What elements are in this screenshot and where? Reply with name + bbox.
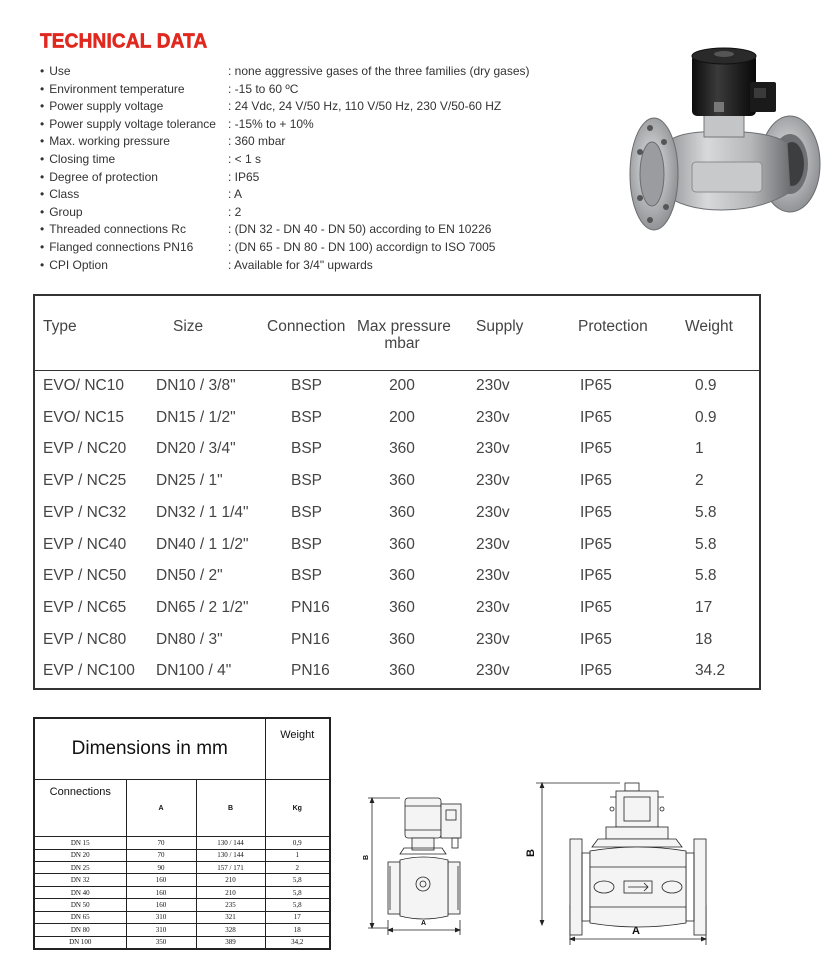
cell-weight-kg: 1 xyxy=(265,849,329,861)
col-a-header: A xyxy=(126,780,196,837)
cell-size: DN10 / 3/8" xyxy=(156,377,236,394)
spec-item xyxy=(40,221,530,239)
header-weight: Weight xyxy=(685,318,733,335)
flanged-label-b: B xyxy=(525,849,537,857)
cell-supply: 230v xyxy=(476,472,510,490)
cell-dim-a: 90 xyxy=(126,862,196,874)
spec-value: : (DN 65 - DN 80 - DN 100) accordign to ISO 7005 xyxy=(228,239,496,254)
table-row xyxy=(35,911,330,923)
cell-weight-kg: 5,8 xyxy=(265,886,329,898)
threaded-label-b: B xyxy=(363,854,370,860)
threaded-valve-svg xyxy=(360,770,485,940)
cell-dim-b: 328 xyxy=(196,924,265,936)
cell-type: EVO/ NC10 xyxy=(43,377,124,394)
cell-connection: PN16 xyxy=(291,662,330,680)
header-max-pressure-label: Max pressure xyxy=(357,318,451,335)
spec-key: • Group xyxy=(40,204,228,222)
cell-dim-a: 160 xyxy=(126,874,196,886)
cell-dim-b: 130 / 144 xyxy=(196,837,265,849)
cell-connection: BSP xyxy=(291,472,323,490)
dimensions-title: Dimensions in mm xyxy=(35,719,266,780)
cell-protection: IP65 xyxy=(580,408,612,426)
cell-type: EVP / NC80 xyxy=(43,630,127,648)
cell-size: DN40 / 1 1/2" xyxy=(156,535,249,553)
connections-header: Connections xyxy=(35,780,127,837)
cell-type: EVP / NC32 xyxy=(43,503,127,521)
cell-dim-b: 235 xyxy=(196,899,265,911)
cell-connection: PN16 xyxy=(291,630,330,648)
cell-dim-a: 310 xyxy=(126,911,196,923)
table-row xyxy=(35,662,759,694)
spec-value: : < 1 s xyxy=(228,151,262,166)
spec-item xyxy=(40,204,530,222)
table-row xyxy=(35,472,759,504)
table-row xyxy=(35,924,330,936)
cell-weight: 2 xyxy=(695,472,704,490)
cell-size: DN100 / 4" xyxy=(156,662,232,680)
cell-type: EVO/ NC15 xyxy=(43,408,124,426)
cell-connection: BSP xyxy=(291,535,323,553)
header-max-pressure xyxy=(357,318,451,352)
col-kg-header: Kg xyxy=(265,780,329,837)
table-row xyxy=(35,567,759,599)
spec-key: • Degree of protection xyxy=(40,169,228,187)
gas-solenoid-valve-photo xyxy=(622,42,828,248)
cell-max-pressure: 360 xyxy=(389,472,415,490)
cell-supply: 230v xyxy=(476,630,510,648)
cell-weight-kg: 34,2 xyxy=(265,936,329,949)
spec-key: • Use xyxy=(40,63,228,81)
table-row xyxy=(35,874,330,886)
cell-supply: 230v xyxy=(476,408,510,426)
cell-size: DN65 / 2 1/2" xyxy=(156,598,249,616)
cell-connection: DN 100 xyxy=(35,936,127,949)
cell-protection: IP65 xyxy=(580,662,612,680)
cell-dim-b: 389 xyxy=(196,936,265,949)
table-row xyxy=(35,504,759,536)
page-title: TECHNICAL DATA xyxy=(40,30,208,53)
cell-connection: DN 80 xyxy=(35,924,127,936)
header-size: Size xyxy=(173,318,204,335)
cell-size: DN32 / 1 1/4" xyxy=(156,503,249,521)
table-row xyxy=(35,849,330,861)
spec-value: : none aggressive gases of the three families (dry gases) xyxy=(228,64,530,78)
spec-value: : -15 to 60 ºC xyxy=(228,81,299,96)
cell-weight: 0.9 xyxy=(695,408,717,426)
spec-list xyxy=(40,63,530,274)
cell-weight: 0.9 xyxy=(695,377,717,394)
cell-protection: IP65 xyxy=(580,377,612,394)
table-row xyxy=(35,899,330,911)
cell-max-pressure: 360 xyxy=(389,503,415,521)
flanged-valve-svg xyxy=(520,775,730,950)
spec-value: : 2 xyxy=(228,204,242,219)
spec-key: • Class xyxy=(40,186,228,204)
table-row xyxy=(35,862,330,874)
spec-value: : -15% to + 10% xyxy=(228,116,314,131)
cell-dim-b: 157 / 171 xyxy=(196,862,265,874)
weight-header: Weight xyxy=(265,719,329,780)
cell-connection: BSP xyxy=(291,377,323,394)
cell-max-pressure: 200 xyxy=(389,377,415,394)
table-row xyxy=(35,536,759,568)
cell-protection: IP65 xyxy=(580,503,612,521)
cell-weight-kg: 5,8 xyxy=(265,899,329,911)
cell-protection: IP65 xyxy=(580,630,612,648)
cell-protection: IP65 xyxy=(580,535,612,553)
table-row xyxy=(35,837,330,849)
cell-type: EVP / NC50 xyxy=(43,567,127,585)
cell-connection: PN16 xyxy=(291,598,330,616)
spec-key: • Power supply voltage tolerance xyxy=(40,116,228,134)
cell-connection: DN 32 xyxy=(35,874,127,886)
cell-size: DN15 / 1/2" xyxy=(156,408,236,426)
cell-connection: DN 25 xyxy=(35,862,127,874)
cell-supply: 230v xyxy=(476,377,510,394)
cell-supply: 230v xyxy=(476,598,510,616)
cell-dim-b: 321 xyxy=(196,911,265,923)
cell-dim-b: 130 / 144 xyxy=(196,849,265,861)
spec-item xyxy=(40,169,530,187)
cell-max-pressure: 360 xyxy=(389,567,415,585)
cell-max-pressure: 360 xyxy=(389,662,415,680)
spec-value: : A xyxy=(228,187,243,202)
header-supply: Supply xyxy=(476,318,524,335)
cell-dim-a: 160 xyxy=(126,886,196,898)
cell-dim-b: 210 xyxy=(196,874,265,886)
cell-supply: 230v xyxy=(476,567,510,585)
cell-weight-kg: 18 xyxy=(265,924,329,936)
cell-weight: 5.8 xyxy=(695,535,717,553)
cell-max-pressure: 200 xyxy=(389,408,415,426)
spec-key: • Threaded connections Rc xyxy=(40,221,228,239)
spec-value: : (DN 32 - DN 40 - DN 50) according to EN 10226 xyxy=(228,222,492,237)
cell-weight-kg: 2 xyxy=(265,862,329,874)
cell-max-pressure: 360 xyxy=(389,630,415,648)
spec-key: • Closing time xyxy=(40,151,228,169)
cell-size: DN25 / 1" xyxy=(156,472,223,490)
cell-supply: 230v xyxy=(476,662,510,680)
cell-weight-kg: 0,9 xyxy=(265,837,329,849)
cell-connection: BSP xyxy=(291,408,323,426)
cell-connection: BSP xyxy=(291,567,323,585)
header-max-pressure-unit: mbar xyxy=(384,335,420,352)
table-row xyxy=(35,886,330,898)
flanged-valve-drawing xyxy=(520,775,730,950)
table-header xyxy=(35,296,759,371)
cell-max-pressure: 360 xyxy=(389,598,415,616)
cell-type: EVP / NC40 xyxy=(43,535,127,553)
cell-protection: IP65 xyxy=(580,598,612,616)
spec-key: • Environment temperature xyxy=(40,81,228,99)
spec-item xyxy=(40,133,530,151)
cell-supply: 230v xyxy=(476,535,510,553)
cell-size: DN20 / 3/4" xyxy=(156,440,236,458)
cell-connection: BSP xyxy=(291,440,323,458)
cell-weight: 18 xyxy=(695,630,713,648)
cell-max-pressure: 360 xyxy=(389,535,415,553)
cell-weight-kg: 5,8 xyxy=(265,874,329,886)
flanged-label-a: A xyxy=(632,925,640,937)
cell-weight: 1 xyxy=(695,440,704,458)
cell-max-pressure: 360 xyxy=(389,440,415,458)
dimensions-table xyxy=(33,717,331,950)
spec-item xyxy=(40,116,530,134)
cell-size: DN80 / 3" xyxy=(156,630,223,648)
cell-weight: 5.8 xyxy=(695,567,717,585)
spec-value: : 24 Vdc, 24 V/50 Hz, 110 V/50 Hz, 230 V/50-60 HZ xyxy=(228,99,502,114)
cell-dim-a: 310 xyxy=(126,924,196,936)
cell-connection: DN 65 xyxy=(35,911,127,923)
product-table xyxy=(33,294,761,690)
spec-value: : IP65 xyxy=(228,169,260,184)
cell-dim-a: 160 xyxy=(126,899,196,911)
cell-type: EVP / NC65 xyxy=(43,598,127,616)
cell-type: EVP / NC25 xyxy=(43,472,127,490)
spec-key: • CPI Option xyxy=(40,257,228,275)
cell-dim-a: 70 xyxy=(126,849,196,861)
col-b-header: B xyxy=(196,780,265,837)
spec-key: • Max. working pressure xyxy=(40,133,228,151)
spec-item xyxy=(40,63,530,81)
cell-size: DN50 / 2" xyxy=(156,567,223,585)
cell-supply: 230v xyxy=(476,440,510,458)
threaded-valve-drawing xyxy=(360,770,485,940)
cell-protection: IP65 xyxy=(580,440,612,458)
spec-key: • Flanged connections PN16 xyxy=(40,239,228,257)
table-row xyxy=(35,377,759,409)
table-row xyxy=(35,599,759,631)
header-connection: Connection xyxy=(267,318,346,335)
spec-item xyxy=(40,98,530,116)
cell-connection: BSP xyxy=(291,503,323,521)
cell-connection: DN 40 xyxy=(35,886,127,898)
cell-connection: DN 15 xyxy=(35,837,127,849)
spec-item xyxy=(40,239,530,257)
spec-item xyxy=(40,257,530,275)
cell-weight: 17 xyxy=(695,598,713,616)
cell-type: EVP / NC20 xyxy=(43,440,127,458)
cell-weight: 5.8 xyxy=(695,503,717,521)
spec-item xyxy=(40,81,530,99)
table-row xyxy=(35,440,759,472)
spec-value: : Available for 3/4" upwards xyxy=(228,257,373,272)
header-protection: Protection xyxy=(578,318,648,335)
spec-item xyxy=(40,151,530,169)
cell-type: EVP / NC100 xyxy=(43,662,135,680)
cell-protection: IP65 xyxy=(580,567,612,585)
cell-dim-a: 350 xyxy=(126,936,196,949)
threaded-label-a: A xyxy=(421,920,427,927)
table-row xyxy=(35,409,759,441)
cell-dim-b: 210 xyxy=(196,886,265,898)
header-type: Type xyxy=(43,318,77,335)
cell-dim-a: 70 xyxy=(126,837,196,849)
cell-protection: IP65 xyxy=(580,472,612,490)
cell-connection: DN 20 xyxy=(35,849,127,861)
spec-key: • Power supply voltage xyxy=(40,98,228,116)
cell-weight-kg: 17 xyxy=(265,911,329,923)
cell-supply: 230v xyxy=(476,503,510,521)
spec-item xyxy=(40,186,530,204)
table-row xyxy=(35,936,330,949)
spec-value: : 360 mbar xyxy=(228,134,286,149)
table-row xyxy=(35,631,759,663)
cell-weight: 34.2 xyxy=(695,662,726,680)
cell-connection: DN 50 xyxy=(35,899,127,911)
